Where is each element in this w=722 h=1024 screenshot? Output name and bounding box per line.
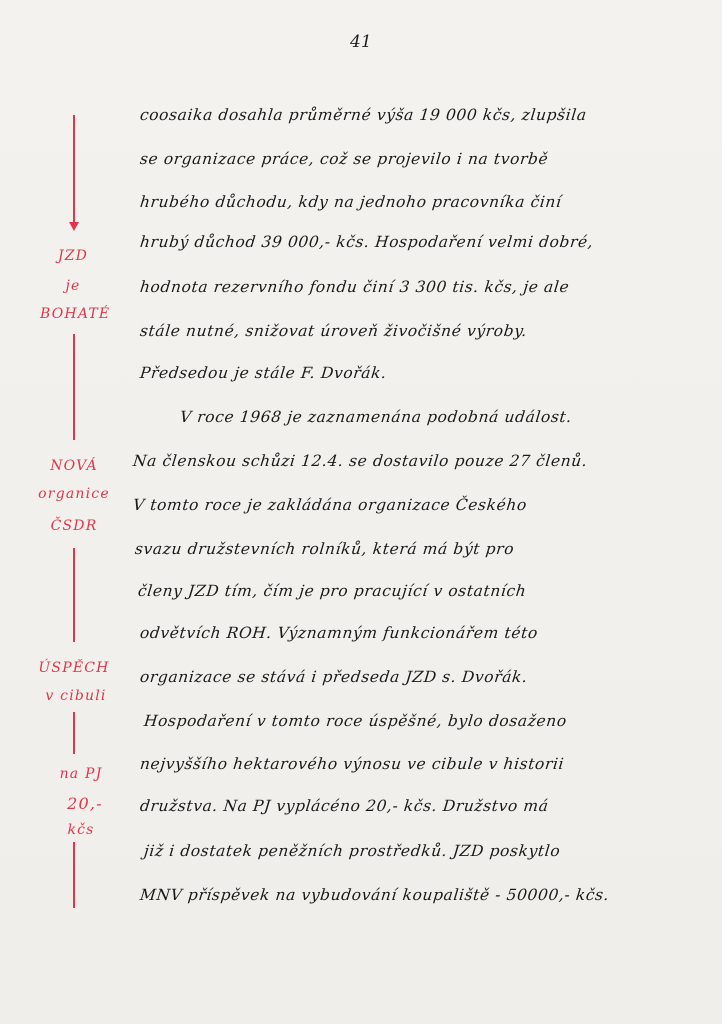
margin-divider-line [73, 334, 75, 440]
body-line: Předsedou je stále F. Dvořák. [139, 364, 388, 382]
body-line: Na členskou schůzi 12.4. se dostavilo pouze 27 členů. [132, 452, 589, 470]
margin-note-cibule: v cibuli [45, 688, 107, 704]
margin-note-organice: organice [38, 486, 110, 502]
body-line: coosaika dosahla průměrné výša 19 000 kčs, zlupšila [139, 106, 588, 124]
margin-note-nova: NOVÁ [50, 458, 98, 474]
body-line: hrubého důchodu, kdy na jednoho pracovníka činí [139, 193, 563, 211]
margin-note-na-pj: na PJ [59, 766, 103, 782]
body-line: družstva. Na PJ vyplácéno 20,- kčs. Družstvo má [139, 797, 550, 815]
body-line: hrubý důchod 39 000,- kčs. Hospodaření velmi dobré, [139, 233, 595, 251]
margin-note-csdr: ČSDR [50, 518, 98, 534]
body-line: MNV příspěvek na vybudování koupaliště - 50000,- kčs. [139, 886, 611, 904]
page-number: 41 [350, 32, 372, 52]
body-line: odvětvích ROH. Významným funkcionářem této [139, 624, 539, 642]
margin-note-je: je [65, 278, 81, 294]
body-line: svazu družstevních rolníků, která má být pro [134, 540, 516, 558]
margin-note-bohate: BOHATÉ [40, 306, 111, 322]
body-line: se organizace práce, což se projevilo i na tvorbě [139, 150, 550, 168]
body-line: již i dostatek peněžních prostředků. JZD poskytlo [143, 842, 562, 860]
margin-divider-line [73, 842, 75, 908]
margin-divider-line [73, 548, 75, 642]
arrow-down-icon [69, 222, 79, 231]
margin-note-jzd: JZD [57, 248, 89, 264]
body-line: členy JZD tím, čím je pro pracující v ostatních [137, 582, 528, 600]
body-line: organizace se stává i předseda JZD s. Dvořák. [139, 668, 529, 686]
margin-note-20: 20,- [67, 794, 103, 813]
body-line: nejvyššího hektarového výnosu ve cibule v historii [139, 755, 566, 773]
margin-note-kcs: kčs [67, 822, 95, 838]
margin-divider-line [73, 712, 75, 754]
margin-note-uspech: ÚSPĚCH [38, 660, 110, 676]
margin-arrow-line [73, 115, 75, 223]
body-line: V roce 1968 je zaznamenána podobná událost. [179, 408, 573, 426]
body-line: Hospodaření v tomto roce úspěšné, bylo dosaženo [143, 712, 568, 730]
body-line: hodnota rezervního fondu činí 3 300 tis. kčs, je ale [139, 278, 571, 296]
margin-annotations [0, 0, 140, 1024]
body-line: stále nutné, snižovat úroveň živočišné výroby. [139, 322, 529, 340]
body-line: V tomto roce je zakládána organizace Českého [132, 496, 528, 514]
